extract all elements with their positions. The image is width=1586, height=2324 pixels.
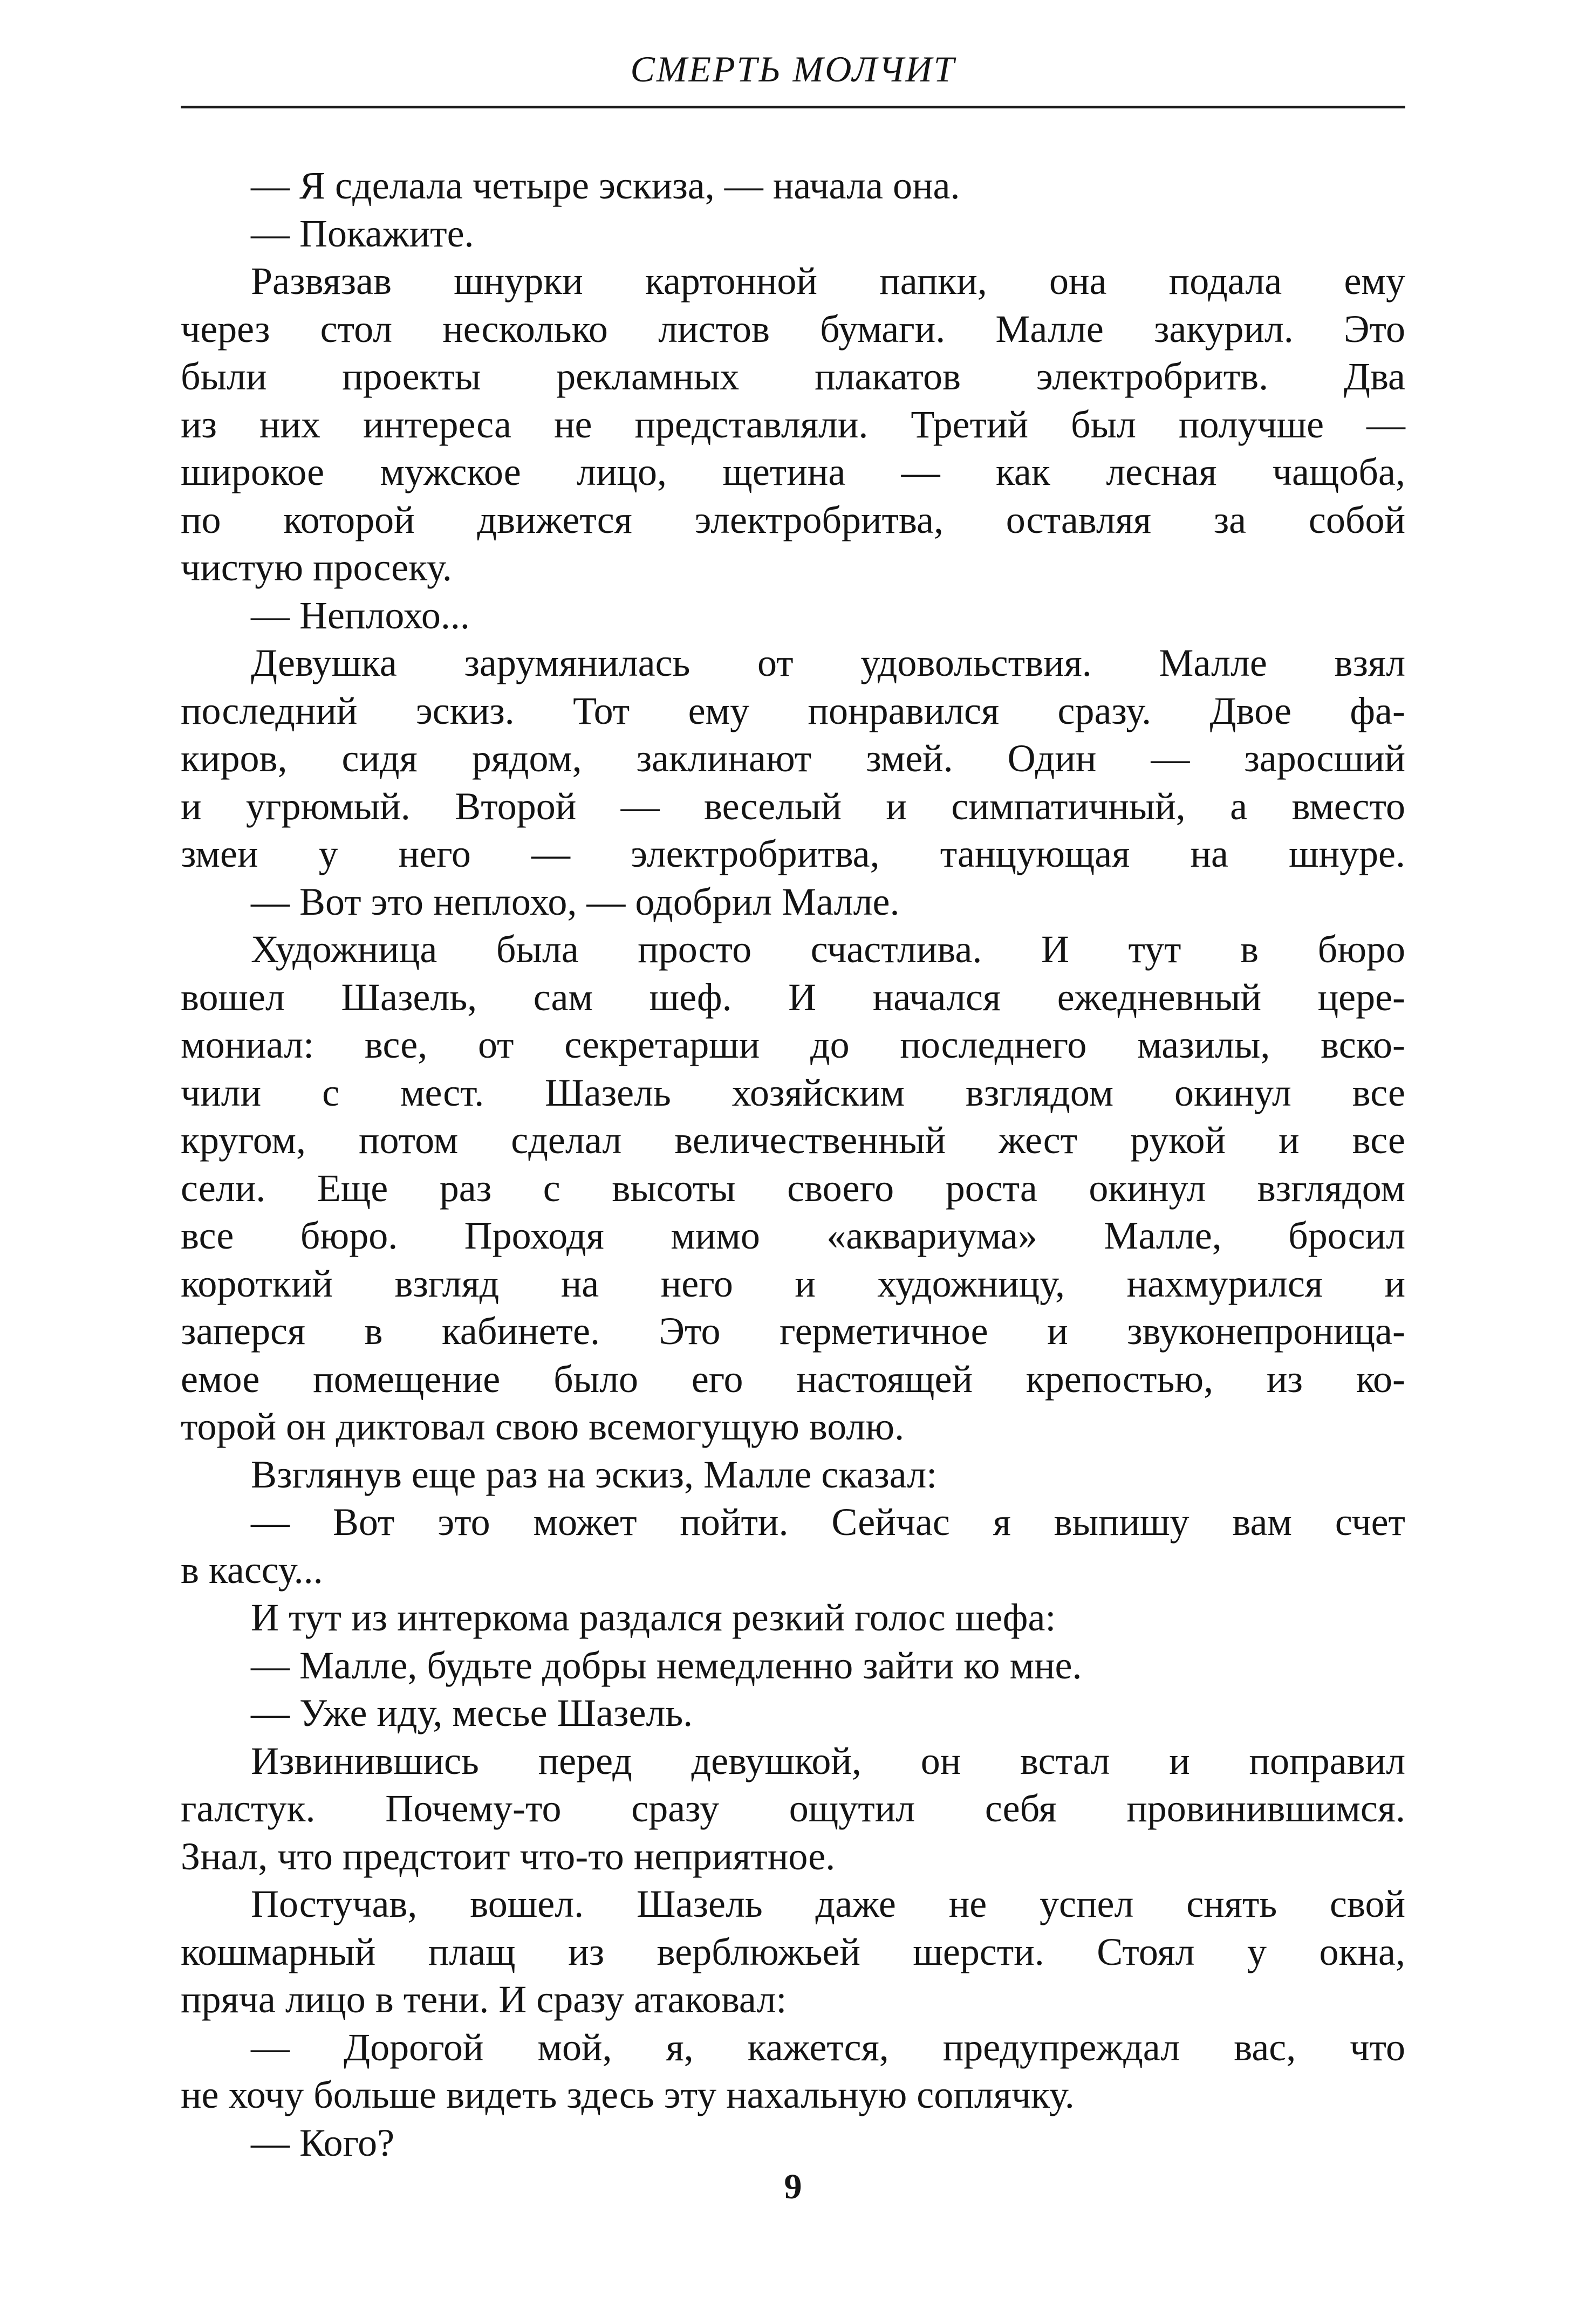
text-line: — Вот это неплохо, — одобрил Малле. — [251, 880, 900, 923]
text-line: вошел Шазель, сам шеф. И начался ежедневный цере- — [181, 975, 1405, 1019]
text-line: сели. Еще раз с высоты своего роста окинул взглядом — [181, 1166, 1405, 1210]
text-line: через стол несколько листов бумаги. Малле закурил. Это — [181, 307, 1405, 351]
text-line: — Кого? — [251, 2121, 395, 2164]
text-line: — Покажите. — [251, 211, 474, 255]
text-line: были проекты рекламных плакатов электробритв. Два — [181, 355, 1405, 398]
text-line: широкое мужское лицо, щетина — как лесная чащоба, — [181, 450, 1405, 493]
text-line: заперся в кабинете. Это герметичное и звуконепроница- — [181, 1310, 1405, 1353]
text-line: все бюро. Проходя мимо «аквариума» Малле, бросил — [181, 1214, 1405, 1257]
text-line: Взглянув еще раз на эскиз, Малле сказал: — [251, 1452, 938, 1496]
header-rule — [181, 106, 1405, 108]
text-line: Девушка зарумянилась от удовольствия. Малле взял — [251, 641, 1405, 684]
text-line: киров, сидя рядом, заклинают змей. Один — заросший — [181, 737, 1405, 780]
text-line: Постучав, вошел. Шазель даже не успел снять свой — [251, 1882, 1405, 1925]
running-header-title: СМЕРТЬ МОЛЧИТ — [630, 49, 956, 90]
text-line: — Вот это может пойти. Сейчас я выпишу вам счет — [251, 1500, 1405, 1544]
text-line: и угрюмый. Второй — веселый и симпатичный, а вместо — [181, 784, 1405, 828]
page-body-text — [181, 162, 1405, 2167]
text-line: Развязав шнурки картонной папки, она подала ему — [251, 259, 1405, 303]
text-line: по которой движется электробритва, оставляя за собой — [181, 498, 1405, 541]
text-line: емое помещение было его настоящей крепостью, из ко- — [181, 1357, 1405, 1401]
text-line: змеи у него — электробритва, танцующая на шнуре. — [181, 832, 1405, 875]
text-line: короткий взгляд на него и художницу, нахмурился и — [181, 1262, 1405, 1305]
text-line: Знал, что предстоит что-то неприятное. — [181, 1834, 836, 1878]
text-line: кошмарный плащ из верблюжьей шерсти. Стоял у окна, — [181, 1930, 1405, 1973]
text-line: — Малле, будьте добры немедленно зайти ко мне. — [251, 1643, 1082, 1687]
text-line: — Неплохо... — [251, 593, 470, 637]
text-line: мониал: все, от секретарши до последнего мазилы, вско- — [181, 1023, 1405, 1066]
text-line: не хочу больше видеть здесь эту нахальную соплячку. — [181, 2073, 1075, 2116]
text-line: последний эскиз. Тот ему понравился сразу. Двое фа- — [181, 689, 1405, 732]
text-line: Художница была просто счастлива. И тут в бюро — [251, 928, 1405, 971]
text-line: пряча лицо в тени. И сразу атаковал: — [181, 1978, 787, 2021]
text-line: торой он диктовал свою всемогущую волю. — [181, 1405, 905, 1448]
page-number: 9 — [784, 2167, 802, 2206]
text-line: И тут из интеркома раздался резкий голос шефа: — [251, 1596, 1056, 1639]
text-line: из них интереса не представляли. Третий был получше — — [181, 402, 1405, 446]
text-line: Извинившись перед девушкой, он встал и поправил — [251, 1739, 1405, 1783]
text-line: чили с мест. Шазель хозяйским взглядом окинул все — [181, 1071, 1405, 1114]
text-line: в кассу... — [181, 1548, 323, 1592]
text-line: — Дорогой мой, я, кажется, предупреждал вас, что — [251, 2025, 1405, 2069]
text-line: — Я сделала четыре эскиза, — начала она. — [251, 164, 960, 207]
text-line: чистую просеку. — [181, 546, 452, 589]
text-line: — Уже иду, месье Шазель. — [251, 1691, 693, 1735]
text-line: галстук. Почему-то сразу ощутил себя провинившимся. — [181, 1787, 1405, 1830]
text-line: кругом, потом сделал величественный жест рукой и все — [181, 1119, 1405, 1162]
